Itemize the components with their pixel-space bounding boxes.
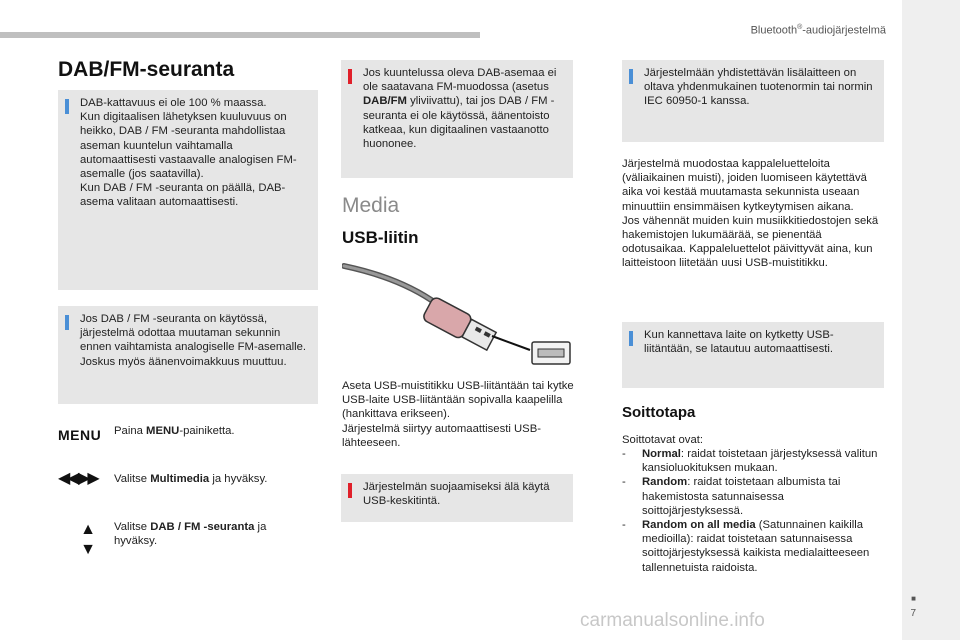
info-box-charging [622, 322, 884, 388]
warning-box-dab-fm [341, 60, 573, 178]
dab-fm-heading: DAB/FM-seuranta [58, 58, 235, 81]
step-text: Valitse DAB / FM -seuranta ja hyväksy. [114, 521, 267, 548]
info-icon [629, 331, 633, 346]
up-down-arrows-icon: ▲ ▼ [80, 521, 96, 558]
info-box-iec-norm [622, 60, 884, 142]
warning-icon [348, 69, 352, 84]
usb-body-text: Aseta USB-muistitikku USB-liitäntään tai kytke USB-laite USB-liitäntään sopivalla kaapelilla (hankittava erikseen). Järjestelmä siirtyy automaattisesti USB-lähteeseen. [342, 380, 574, 449]
info-icon [65, 99, 69, 114]
page-header-title: Bluetooth®-audiojärjestelmä [750, 24, 886, 37]
info-box-text: Jos DAB / FM -seuranta on käytössä, järjestelmä odottaa muutaman sekunnin ennen vaihtamista analogiselle FM-asemalle. Joskus myös äänenvoimakkuus muuttuu. [80, 313, 307, 368]
play-mode-heading: Soittotapa [622, 404, 696, 421]
skip-arrows-icon: ◀◀ ▶▶ [58, 470, 97, 487]
step-text: Valitse Multimedia ja hyväksy. [114, 473, 268, 485]
footer-marker: ■ [911, 594, 916, 603]
usb-connector-illustration [342, 256, 574, 374]
page-number: 7 [910, 608, 916, 619]
warning-box-text: Jos kuuntelussa oleva DAB-asemaa ei ole saatavana FM-muodossa (asetus DAB/FM yliviivattu), tai jos DAB / FM -seuranta ei ole käytössä, äänentoisto katkeaa, kun digitaalinen vastaanotto huononee. [363, 67, 557, 151]
usb-heading: USB-liitin [342, 228, 419, 247]
info-box-text: DAB-kattavuus ei ole 100 % maassa. Kun digitaalisen lähetyksen kuuluvuus on heikko, DAB / FM -seuranta mahdollistaa aseman kuuntelun vaihtamalla automaattisesti vastaavalle analogisen FM-asemalle (jos saatavilla). Kun DAB / FM -seuranta on päällä, DAB-asema valitaan automaattisesti. [80, 97, 297, 209]
info-box-text: Järjestelmään yhdistettävän lisälaitteen on oltava yhdenmukainen tuotenormin tai normin IEC 60950-1 kanssa. [644, 67, 873, 108]
menu-button-icon: MENU [58, 427, 102, 443]
list-item: - Normal: raidat toistetaan järjestyksessä valitun kansioluokituksen mukaan. [622, 448, 878, 475]
play-mode-list [622, 447, 886, 575]
list-item: - Random: raidat toistetaan albumista tai hakemistosta satunnaisessa soittojärjestyksessä. [622, 476, 841, 517]
info-box-text: Kun kannettava laite on kytketty USB-liitäntään, se latautuu automaattisesti. [644, 329, 834, 356]
info-icon [65, 315, 69, 330]
warning-icon [348, 483, 352, 498]
step-text: Paina MENU-painiketta. [114, 425, 235, 437]
list-item: - Random on all media (Satunnainen kaikilla medioilla): raidat toistetaan satunnaisessa soittojärjestyksessä kaikista medialaitteeseen tallennetuista raidoista. [622, 519, 870, 574]
play-mode-intro: Soittotavat ovat: [622, 434, 704, 446]
info-box-dab-coverage [58, 90, 318, 290]
warning-box-usb-hub [341, 474, 573, 522]
warning-box-text: Järjestelmän suojaamiseksi älä käytä USB-keskitintä. [363, 481, 550, 508]
watermark: carmanualsonline.info [580, 610, 765, 631]
info-icon [629, 69, 633, 84]
playlist-body-text: Järjestelmä muodostaa kappaleluetteloita (väliaikainen muisti), joiden luomiseen käytettävä aika voi kestää muutamasta sekunnista useaan minuuttiin ensimmäisen kytkeytymisen aikana. Jos vähennät muiden kuin musiikkitiedostojen sekä hakemistojen lukumäärää, se pienentää odotusaikaa. Kappaleluettelot päivittyvät aina, kun laitteistoon liitetään uusi USB-muistitikku. [622, 158, 879, 270]
side-strip [902, 0, 960, 640]
info-box-dab-fm-delay [58, 306, 318, 404]
header-bar [0, 32, 480, 38]
media-section-title: Media [342, 194, 400, 217]
